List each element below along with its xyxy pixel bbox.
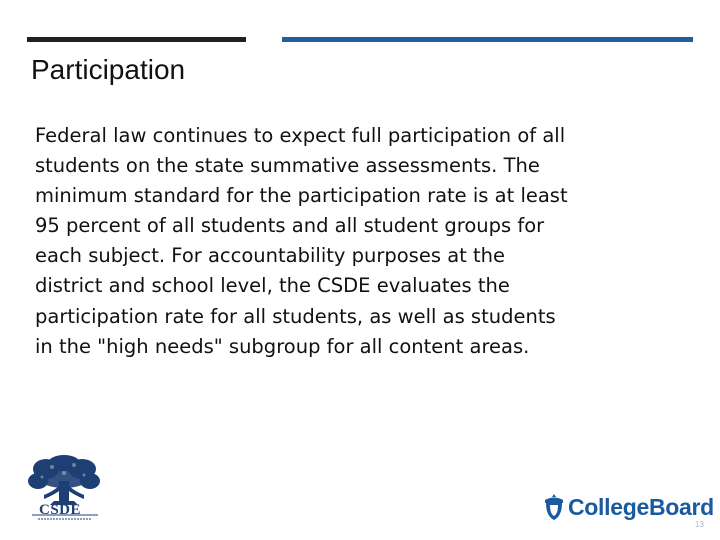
acorn-icon [543, 492, 565, 522]
slide-title: Participation [31, 54, 186, 85]
body-line: participation rate for all students, as well as students [35, 304, 556, 328]
collegeboard-logo-text: CollegeBoard [568, 493, 714, 520]
csde-logo-text: CSDE [39, 502, 82, 518]
body-line: Federal law continues to expect full participation of all [35, 124, 566, 147]
title-accent-bar-dark [27, 37, 246, 42]
body-line: district and school level, the CSDE evaluates the [35, 274, 510, 298]
page-number: 13 [695, 520, 704, 529]
body-line: in the "high needs" subgroup for all content areas. [35, 334, 530, 358]
title-accent-bar-blue [282, 37, 693, 42]
body-line: students on the state summative assessments. The [35, 154, 540, 178]
collegeboard-logo [543, 491, 714, 523]
slide-body [35, 121, 675, 362]
body-line: 95 percent of all students and all student groups for [35, 214, 545, 238]
body-line: each subject. For accountability purposes at the [35, 244, 505, 268]
body-line: minimum standard for the participation rate is at least [35, 184, 568, 208]
